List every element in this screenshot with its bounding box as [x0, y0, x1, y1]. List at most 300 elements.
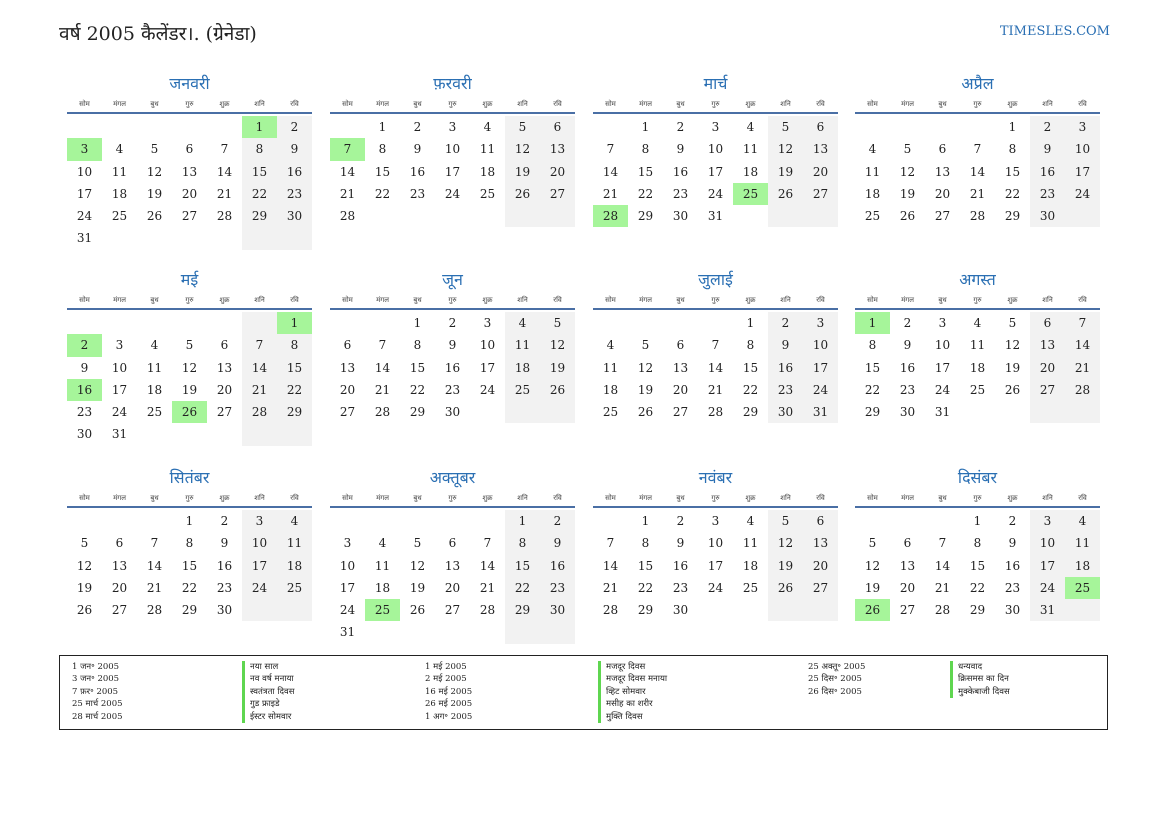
day-cell[interactable]: 23: [277, 183, 312, 205]
day-cell[interactable]: 9: [768, 334, 803, 356]
day-cell[interactable]: 23: [540, 577, 575, 599]
holiday-day-cell[interactable]: 26: [855, 599, 890, 621]
day-cell[interactable]: 6: [185, 142, 194, 157]
day-cell[interactable]: 1: [1008, 120, 1017, 134]
day-cell[interactable]: 30: [1004, 603, 1021, 618]
day-cell[interactable]: 27: [899, 603, 916, 618]
day-cell[interactable]: 12: [76, 558, 93, 573]
day-cell[interactable]: 14: [216, 164, 233, 179]
day-cell[interactable]: 10: [803, 334, 838, 356]
day-cell[interactable]: 29: [969, 603, 986, 618]
day-cell[interactable]: 30: [899, 405, 916, 420]
day-cell[interactable]: 14: [374, 360, 391, 375]
day-cell[interactable]: 20: [899, 580, 916, 595]
day-cell[interactable]: 3: [483, 316, 492, 330]
day-cell[interactable]: 14: [602, 164, 619, 179]
day-cell[interactable]: 16: [672, 558, 689, 573]
day-cell[interactable]: 4: [378, 536, 387, 551]
day-cell[interactable]: 11: [742, 142, 759, 157]
day-cell[interactable]: 8: [641, 536, 650, 551]
day-cell[interactable]: 23: [76, 405, 93, 420]
day-cell[interactable]: 13: [339, 360, 356, 375]
day-cell[interactable]: 18: [111, 186, 128, 201]
day-cell[interactable]: 2: [903, 316, 912, 330]
holiday-day-cell[interactable]: 25: [365, 599, 400, 621]
day-cell[interactable]: 21: [479, 580, 496, 595]
day-cell[interactable]: 24: [479, 382, 496, 397]
holiday-day-cell[interactable]: 1: [277, 312, 312, 334]
day-cell[interactable]: 30: [672, 603, 689, 618]
day-cell[interactable]: 2: [676, 514, 685, 528]
day-cell[interactable]: 16: [540, 555, 575, 577]
day-cell[interactable]: 3: [1065, 116, 1100, 138]
day-cell[interactable]: 4: [277, 510, 312, 532]
day-cell[interactable]: 10: [76, 164, 93, 179]
day-cell[interactable]: 6: [803, 116, 838, 138]
day-cell[interactable]: 15: [374, 164, 391, 179]
day-cell[interactable]: 12: [768, 532, 803, 554]
day-cell[interactable]: 18: [374, 580, 391, 595]
day-cell[interactable]: 8: [185, 536, 194, 551]
day-cell[interactable]: 29: [864, 405, 881, 420]
day-cell[interactable]: 2: [1008, 514, 1017, 528]
day-cell[interactable]: 14: [146, 558, 163, 573]
day-cell[interactable]: 24: [1065, 183, 1100, 205]
day-cell[interactable]: 15: [277, 357, 312, 379]
day-cell[interactable]: 14: [707, 360, 724, 375]
day-cell[interactable]: 5: [768, 510, 803, 532]
day-cell[interactable]: 12: [637, 360, 654, 375]
day-cell[interactable]: 28: [602, 603, 619, 618]
day-cell[interactable]: 1: [641, 514, 650, 528]
day-cell[interactable]: 17: [803, 357, 838, 379]
day-cell[interactable]: 3: [711, 514, 720, 528]
day-cell[interactable]: 26: [505, 183, 540, 205]
day-cell[interactable]: 9: [277, 138, 312, 160]
holiday-day-cell[interactable]: 25: [733, 183, 768, 205]
day-cell[interactable]: 7: [150, 536, 159, 551]
day-cell[interactable]: 30: [216, 603, 233, 618]
day-cell[interactable]: 22: [742, 382, 759, 397]
day-cell[interactable]: 27: [1030, 379, 1065, 401]
day-cell[interactable]: 14: [969, 164, 986, 179]
day-cell[interactable]: 29: [409, 405, 426, 420]
day-cell[interactable]: 1: [185, 514, 194, 528]
day-cell[interactable]: 26: [146, 209, 163, 224]
day-cell[interactable]: 27: [803, 183, 838, 205]
day-cell[interactable]: 4: [746, 120, 755, 134]
day-cell[interactable]: 31: [339, 625, 356, 640]
day-cell[interactable]: 22: [277, 379, 312, 401]
day-cell[interactable]: 6: [938, 142, 947, 157]
day-cell[interactable]: 12: [864, 558, 881, 573]
day-cell[interactable]: 7: [1065, 312, 1100, 334]
day-cell[interactable]: 5: [641, 338, 650, 353]
day-cell[interactable]: 20: [181, 186, 198, 201]
day-cell[interactable]: 22: [242, 183, 277, 205]
day-cell[interactable]: 6: [803, 510, 838, 532]
day-cell[interactable]: 20: [803, 161, 838, 183]
day-cell[interactable]: 10: [707, 536, 724, 551]
day-cell[interactable]: 5: [868, 536, 877, 551]
day-cell[interactable]: 22: [374, 186, 391, 201]
day-cell[interactable]: 30: [76, 427, 93, 442]
day-cell[interactable]: 2: [1030, 116, 1065, 138]
day-cell[interactable]: 24: [242, 577, 277, 599]
day-cell[interactable]: 12: [899, 164, 916, 179]
day-cell[interactable]: 20: [111, 580, 128, 595]
day-cell[interactable]: 28: [216, 209, 233, 224]
day-cell[interactable]: 15: [637, 164, 654, 179]
day-cell[interactable]: 17: [707, 558, 724, 573]
day-cell[interactable]: 28: [969, 209, 986, 224]
day-cell[interactable]: 8: [242, 138, 277, 160]
day-cell[interactable]: 17: [1065, 161, 1100, 183]
day-cell[interactable]: 11: [374, 558, 391, 573]
day-cell[interactable]: 24: [76, 209, 93, 224]
day-cell[interactable]: 11: [602, 360, 619, 375]
day-cell[interactable]: 3: [115, 338, 124, 353]
day-cell[interactable]: 25: [969, 382, 986, 397]
day-cell[interactable]: 30: [444, 405, 461, 420]
day-cell[interactable]: 17: [479, 360, 496, 375]
day-cell[interactable]: 12: [768, 138, 803, 160]
day-cell[interactable]: 31: [803, 401, 838, 423]
day-cell[interactable]: 19: [637, 382, 654, 397]
day-cell[interactable]: 2: [220, 514, 229, 528]
day-cell[interactable]: 9: [80, 360, 89, 375]
day-cell[interactable]: 10: [339, 558, 356, 573]
day-cell[interactable]: 9: [903, 338, 912, 353]
day-cell[interactable]: 21: [146, 580, 163, 595]
day-cell[interactable]: 29: [181, 603, 198, 618]
day-cell[interactable]: 27: [339, 405, 356, 420]
day-cell[interactable]: 21: [602, 186, 619, 201]
day-cell[interactable]: 5: [80, 536, 89, 551]
day-cell[interactable]: 2: [768, 312, 803, 334]
day-cell[interactable]: 18: [742, 164, 759, 179]
day-cell[interactable]: 10: [444, 142, 461, 157]
day-cell[interactable]: 2: [448, 316, 457, 330]
day-cell[interactable]: 8: [505, 532, 540, 554]
day-cell[interactable]: 3: [448, 120, 457, 134]
day-cell[interactable]: 22: [969, 580, 986, 595]
day-cell[interactable]: 11: [969, 338, 986, 353]
day-cell[interactable]: 5: [540, 312, 575, 334]
day-cell[interactable]: 21: [374, 382, 391, 397]
day-cell[interactable]: 25: [277, 577, 312, 599]
day-cell[interactable]: 7: [606, 142, 615, 157]
day-cell[interactable]: 8: [378, 142, 387, 157]
day-cell[interactable]: 7: [220, 142, 229, 157]
day-cell[interactable]: 26: [540, 379, 575, 401]
day-cell[interactable]: 20: [216, 382, 233, 397]
day-cell[interactable]: 19: [181, 382, 198, 397]
day-cell[interactable]: 28: [339, 209, 356, 224]
day-cell[interactable]: 22: [637, 580, 654, 595]
day-cell[interactable]: 31: [76, 231, 93, 246]
day-cell[interactable]: 14: [339, 164, 356, 179]
day-cell[interactable]: 10: [479, 338, 496, 353]
day-cell[interactable]: 8: [641, 142, 650, 157]
day-cell[interactable]: 24: [111, 405, 128, 420]
day-cell[interactable]: 9: [1008, 536, 1017, 551]
day-cell[interactable]: 12: [1004, 338, 1021, 353]
day-cell[interactable]: 19: [505, 161, 540, 183]
day-cell[interactable]: 5: [150, 142, 159, 157]
day-cell[interactable]: 19: [540, 357, 575, 379]
day-cell[interactable]: 17: [1030, 555, 1065, 577]
day-cell[interactable]: 20: [540, 161, 575, 183]
day-cell[interactable]: 24: [803, 379, 838, 401]
day-cell[interactable]: 7: [938, 536, 947, 551]
day-cell[interactable]: 15: [742, 360, 759, 375]
day-cell[interactable]: 9: [448, 338, 457, 353]
day-cell[interactable]: 2: [676, 120, 685, 134]
holiday-day-cell[interactable]: 2: [67, 334, 102, 356]
day-cell[interactable]: 10: [1030, 532, 1065, 554]
holiday-day-cell[interactable]: 3: [67, 138, 102, 160]
day-cell[interactable]: 23: [672, 580, 689, 595]
day-cell[interactable]: 20: [444, 580, 461, 595]
day-cell[interactable]: 27: [672, 405, 689, 420]
day-cell[interactable]: 24: [444, 186, 461, 201]
day-cell[interactable]: 19: [76, 580, 93, 595]
day-cell[interactable]: 15: [242, 161, 277, 183]
day-cell[interactable]: 12: [409, 558, 426, 573]
day-cell[interactable]: 23: [1004, 580, 1021, 595]
day-cell[interactable]: 12: [540, 334, 575, 356]
day-cell[interactable]: 10: [111, 360, 128, 375]
day-cell[interactable]: 9: [676, 536, 685, 551]
day-cell[interactable]: 11: [277, 532, 312, 554]
day-cell[interactable]: 14: [242, 357, 277, 379]
day-cell[interactable]: 26: [76, 603, 93, 618]
day-cell[interactable]: 2: [277, 116, 312, 138]
day-cell[interactable]: 4: [868, 142, 877, 157]
day-cell[interactable]: 23: [899, 382, 916, 397]
day-cell[interactable]: 29: [242, 205, 277, 227]
day-cell[interactable]: 30: [768, 401, 803, 423]
day-cell[interactable]: 11: [1065, 532, 1100, 554]
day-cell[interactable]: 16: [768, 357, 803, 379]
day-cell[interactable]: 24: [934, 382, 951, 397]
day-cell[interactable]: 27: [934, 209, 951, 224]
day-cell[interactable]: 28: [479, 603, 496, 618]
day-cell[interactable]: 11: [505, 334, 540, 356]
day-cell[interactable]: 6: [1030, 312, 1065, 334]
day-cell[interactable]: 25: [864, 209, 881, 224]
day-cell[interactable]: 15: [1004, 164, 1021, 179]
day-cell[interactable]: 9: [676, 142, 685, 157]
day-cell[interactable]: 3: [711, 120, 720, 134]
day-cell[interactable]: 26: [768, 577, 803, 599]
day-cell[interactable]: 11: [146, 360, 163, 375]
day-cell[interactable]: 3: [803, 312, 838, 334]
holiday-day-cell[interactable]: 7: [330, 138, 365, 160]
day-cell[interactable]: 8: [746, 338, 755, 353]
day-cell[interactable]: 25: [505, 379, 540, 401]
day-cell[interactable]: 23: [768, 379, 803, 401]
day-cell[interactable]: 7: [606, 536, 615, 551]
day-cell[interactable]: 25: [146, 405, 163, 420]
day-cell[interactable]: 18: [1065, 555, 1100, 577]
day-cell[interactable]: 21: [216, 186, 233, 201]
holiday-day-cell[interactable]: 1: [855, 312, 890, 334]
day-cell[interactable]: 23: [409, 186, 426, 201]
day-cell[interactable]: 21: [934, 580, 951, 595]
day-cell[interactable]: 26: [768, 183, 803, 205]
day-cell[interactable]: 27: [216, 405, 233, 420]
day-cell[interactable]: 20: [672, 382, 689, 397]
day-cell[interactable]: 18: [602, 382, 619, 397]
day-cell[interactable]: 30: [277, 205, 312, 227]
day-cell[interactable]: 29: [742, 405, 759, 420]
day-cell[interactable]: 28: [707, 405, 724, 420]
day-cell[interactable]: 6: [676, 338, 685, 353]
day-cell[interactable]: 23: [1030, 183, 1065, 205]
day-cell[interactable]: 6: [115, 536, 124, 551]
day-cell[interactable]: 13: [540, 138, 575, 160]
day-cell[interactable]: 16: [899, 360, 916, 375]
day-cell[interactable]: 18: [505, 357, 540, 379]
day-cell[interactable]: 8: [413, 338, 422, 353]
day-cell[interactable]: 26: [409, 603, 426, 618]
day-cell[interactable]: 16: [216, 558, 233, 573]
day-cell[interactable]: 16: [409, 164, 426, 179]
day-cell[interactable]: 31: [111, 427, 128, 442]
day-cell[interactable]: 20: [803, 555, 838, 577]
day-cell[interactable]: 29: [637, 209, 654, 224]
day-cell[interactable]: 7: [973, 142, 982, 157]
day-cell[interactable]: 8: [277, 334, 312, 356]
day-cell[interactable]: 1: [378, 120, 387, 134]
day-cell[interactable]: 10: [707, 142, 724, 157]
day-cell[interactable]: 24: [707, 186, 724, 201]
day-cell[interactable]: 2: [540, 510, 575, 532]
day-cell[interactable]: 25: [742, 580, 759, 595]
day-cell[interactable]: 19: [409, 580, 426, 595]
day-cell[interactable]: 23: [444, 382, 461, 397]
day-cell[interactable]: 27: [444, 603, 461, 618]
day-cell[interactable]: 14: [479, 558, 496, 573]
day-cell[interactable]: 30: [1030, 205, 1065, 227]
day-cell[interactable]: 18: [742, 558, 759, 573]
day-cell[interactable]: 21: [242, 379, 277, 401]
day-cell[interactable]: 12: [146, 164, 163, 179]
day-cell[interactable]: 28: [934, 603, 951, 618]
day-cell[interactable]: 16: [1004, 558, 1021, 573]
day-cell[interactable]: 22: [1004, 186, 1021, 201]
day-cell[interactable]: 8: [973, 536, 982, 551]
day-cell[interactable]: 10: [242, 532, 277, 554]
holiday-day-cell[interactable]: 25: [1065, 577, 1100, 599]
day-cell[interactable]: 29: [505, 599, 540, 621]
day-cell[interactable]: 24: [707, 580, 724, 595]
day-cell[interactable]: 26: [637, 405, 654, 420]
day-cell[interactable]: 4: [973, 316, 982, 330]
day-cell[interactable]: 28: [242, 401, 277, 423]
day-cell[interactable]: 25: [479, 186, 496, 201]
day-cell[interactable]: 26: [1004, 382, 1021, 397]
day-cell[interactable]: 14: [934, 558, 951, 573]
day-cell[interactable]: 13: [934, 164, 951, 179]
day-cell[interactable]: 7: [378, 338, 387, 353]
day-cell[interactable]: 15: [181, 558, 198, 573]
day-cell[interactable]: 4: [483, 120, 492, 134]
day-cell[interactable]: 17: [339, 580, 356, 595]
day-cell[interactable]: 13: [803, 532, 838, 554]
day-cell[interactable]: 5: [1008, 316, 1017, 330]
day-cell[interactable]: 9: [540, 532, 575, 554]
day-cell[interactable]: 17: [934, 360, 951, 375]
day-cell[interactable]: 24: [1030, 577, 1065, 599]
day-cell[interactable]: 6: [220, 338, 229, 353]
day-cell[interactable]: 28: [1065, 379, 1100, 401]
day-cell[interactable]: 5: [413, 536, 422, 551]
day-cell[interactable]: 3: [242, 510, 277, 532]
day-cell[interactable]: 22: [505, 577, 540, 599]
day-cell[interactable]: 10: [1065, 138, 1100, 160]
day-cell[interactable]: 13: [803, 138, 838, 160]
day-cell[interactable]: 4: [606, 338, 615, 353]
day-cell[interactable]: 1: [641, 120, 650, 134]
day-cell[interactable]: 18: [146, 382, 163, 397]
day-cell[interactable]: 22: [864, 382, 881, 397]
day-cell[interactable]: 11: [864, 164, 881, 179]
holiday-day-cell[interactable]: 26: [172, 401, 207, 423]
day-cell[interactable]: 13: [672, 360, 689, 375]
day-cell[interactable]: 5: [768, 116, 803, 138]
day-cell[interactable]: 3: [343, 536, 352, 551]
site-link[interactable]: TIMESLES.COM: [999, 24, 1110, 39]
day-cell[interactable]: 31: [1030, 599, 1065, 621]
day-cell[interactable]: 13: [181, 164, 198, 179]
day-cell[interactable]: 1: [505, 510, 540, 532]
day-cell[interactable]: 12: [505, 138, 540, 160]
day-cell[interactable]: 6: [448, 536, 457, 551]
day-cell[interactable]: 2: [413, 120, 422, 134]
day-cell[interactable]: 7: [483, 536, 492, 551]
day-cell[interactable]: 16: [277, 161, 312, 183]
day-cell[interactable]: 25: [602, 405, 619, 420]
day-cell[interactable]: 1: [413, 316, 422, 330]
day-cell[interactable]: 18: [479, 164, 496, 179]
day-cell[interactable]: 11: [479, 142, 496, 157]
day-cell[interactable]: 15: [637, 558, 654, 573]
day-cell[interactable]: 16: [1030, 161, 1065, 183]
day-cell[interactable]: 23: [672, 186, 689, 201]
day-cell[interactable]: 17: [242, 555, 277, 577]
day-cell[interactable]: 27: [181, 209, 198, 224]
day-cell[interactable]: 24: [339, 603, 356, 618]
day-cell[interactable]: 15: [409, 360, 426, 375]
day-cell[interactable]: 21: [707, 382, 724, 397]
day-cell[interactable]: 20: [1030, 357, 1065, 379]
day-cell[interactable]: 16: [672, 164, 689, 179]
day-cell[interactable]: 13: [899, 558, 916, 573]
day-cell[interactable]: 4: [746, 514, 755, 528]
day-cell[interactable]: 4: [1065, 510, 1100, 532]
day-cell[interactable]: 6: [903, 536, 912, 551]
day-cell[interactable]: 23: [216, 580, 233, 595]
day-cell[interactable]: 4: [150, 338, 159, 353]
day-cell[interactable]: 20: [339, 382, 356, 397]
day-cell[interactable]: 5: [903, 142, 912, 157]
day-cell[interactable]: 27: [111, 603, 128, 618]
day-cell[interactable]: 21: [602, 580, 619, 595]
day-cell[interactable]: 9: [220, 536, 229, 551]
